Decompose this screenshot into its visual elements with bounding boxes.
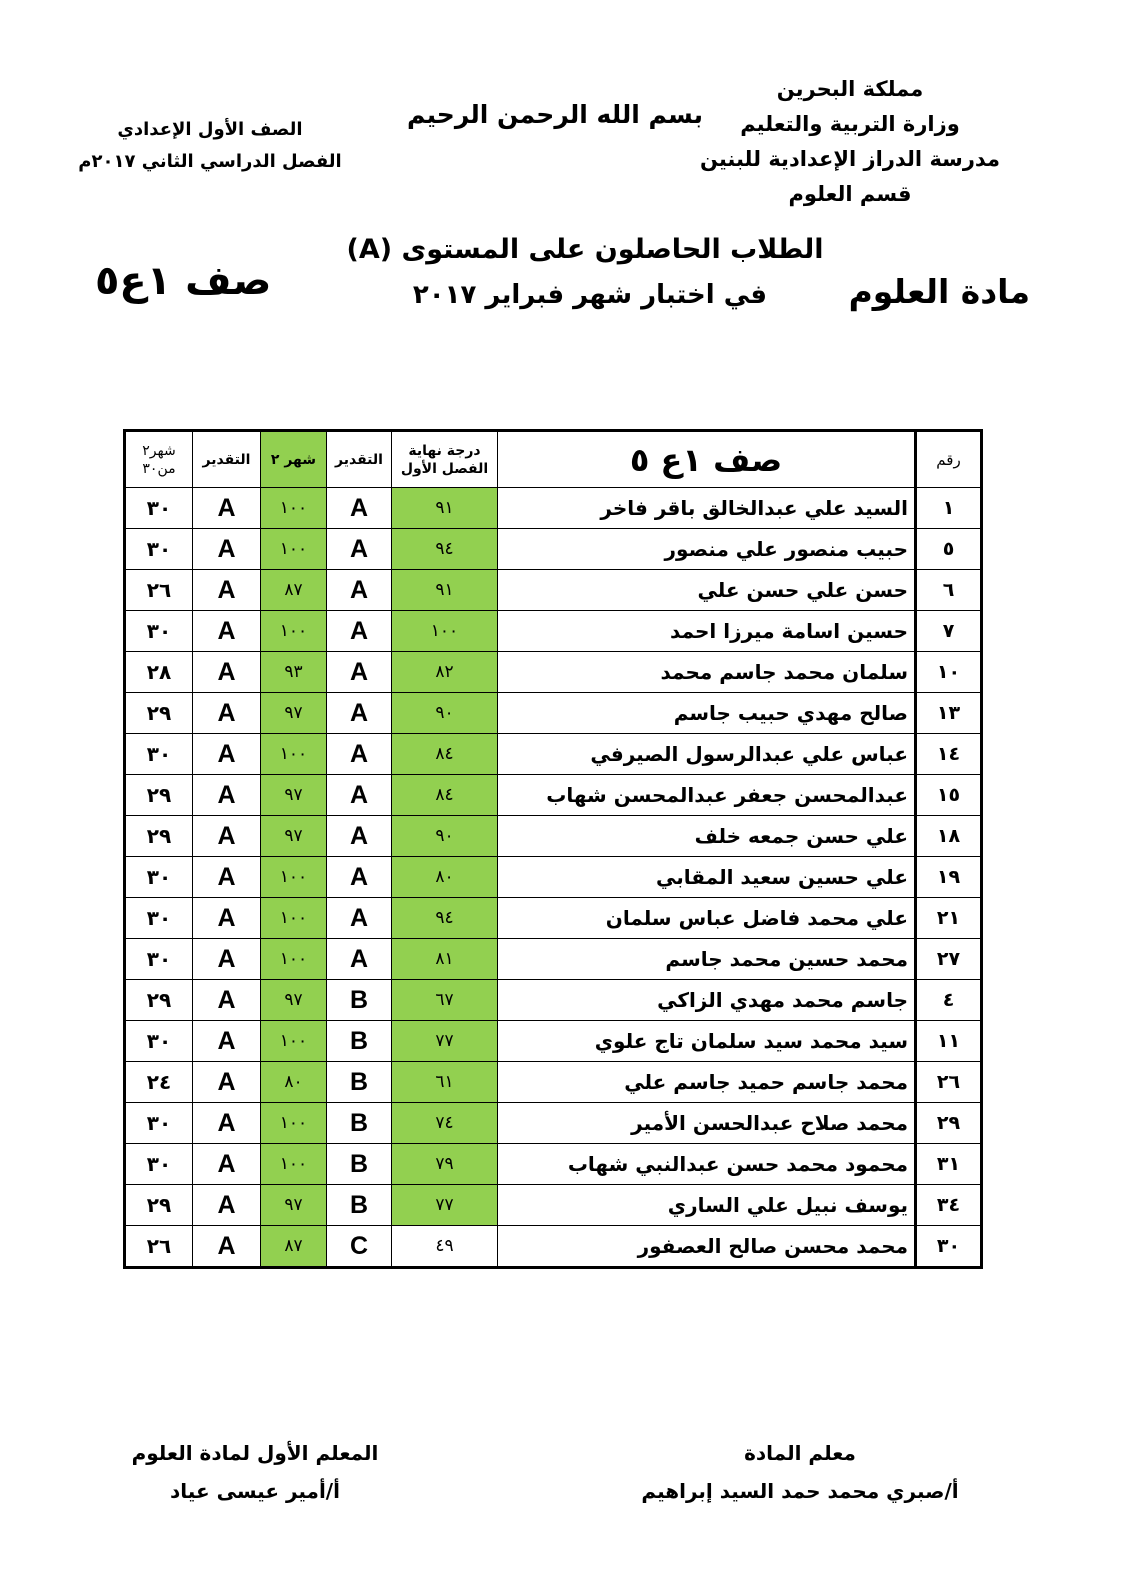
cell-semester-final: ٦٧ [392, 980, 498, 1021]
ministry-name: وزارة التربية والتعليم [740, 112, 960, 136]
cell-number: ٢٦ [916, 1062, 982, 1103]
cell-number: ١٤ [916, 734, 982, 775]
cell-number: ١٠ [916, 652, 982, 693]
cell-month2: ١٠٠ [261, 939, 327, 980]
basmala: بسم الله الرحمن الرحيم [407, 100, 703, 129]
cell-semester-final: ٨٤ [392, 775, 498, 816]
semester: الفصل الدراسي الثاني ٢٠١٧م [78, 151, 342, 172]
cell-month2: ١٠٠ [261, 1103, 327, 1144]
cell-grade2: A [193, 857, 261, 898]
cell-grade2: A [193, 1103, 261, 1144]
cell-student-name: محمد صلاح عبدالحسن الأمير [498, 1103, 916, 1144]
cell-student-name: حسن علي حسن علي [498, 570, 916, 611]
header-month2: شهر ٢ [261, 431, 327, 488]
cell-month2-of30: ٢٩ [125, 980, 193, 1021]
grade-semester-block [60, 114, 360, 178]
subject-teacher-title: معلم المادة [744, 1441, 856, 1465]
cell-grade2: A [193, 939, 261, 980]
table-row [125, 1062, 982, 1103]
table-row [125, 1021, 982, 1062]
cell-number: ٢٩ [916, 1103, 982, 1144]
cell-grade2: A [193, 816, 261, 857]
cell-semester-final: ٨٠ [392, 857, 498, 898]
report-title-line1: الطلاب الحاصلون على المستوى (A) [346, 234, 824, 265]
head-teacher-title: المعلم الأول لمادة العلوم [131, 1441, 379, 1465]
cell-semester-final: ٧٧ [392, 1185, 498, 1226]
cell-grade1: A [327, 898, 392, 939]
cell-number: ٣٤ [916, 1185, 982, 1226]
cell-month2: ١٠٠ [261, 898, 327, 939]
cell-grade2: A [193, 1185, 261, 1226]
cell-month2-of30: ٣٠ [125, 1103, 193, 1144]
cell-grade1: B [327, 980, 392, 1021]
cell-semester-final: ١٠٠ [392, 611, 498, 652]
cell-month2-of30: ٣٠ [125, 857, 193, 898]
students-table [123, 429, 983, 1269]
cell-grade2: A [193, 1021, 261, 1062]
cell-month2: ٩٧ [261, 816, 327, 857]
cell-grade2: A [193, 488, 261, 529]
cell-number: ٦ [916, 570, 982, 611]
cell-grade1: B [327, 1144, 392, 1185]
cell-month2: ٩٧ [261, 980, 327, 1021]
cell-month2-of30: ٣٠ [125, 529, 193, 570]
cell-number: ٥ [916, 529, 982, 570]
cell-student-name: يوسف نبيل علي الساري [498, 1185, 916, 1226]
cell-semester-final: ٩١ [392, 488, 498, 529]
cell-month2-of30: ٢٩ [125, 693, 193, 734]
subject-teacher-name: أ/صبري محمد حمد السيد إبراهيم [641, 1479, 959, 1503]
table-row [125, 652, 982, 693]
cell-month2-of30: ٣٠ [125, 611, 193, 652]
cell-month2: ٨٠ [261, 1062, 327, 1103]
table-header-row [125, 431, 982, 488]
cell-student-name: حسين اسامة ميرزا احمد [498, 611, 916, 652]
table-row [125, 693, 982, 734]
cell-semester-final: ٧٩ [392, 1144, 498, 1185]
cell-month2: ٨٧ [261, 1226, 327, 1268]
cell-semester-final: ٩٠ [392, 693, 498, 734]
cell-number: ٢١ [916, 898, 982, 939]
cell-month2-of30: ٢٦ [125, 1226, 193, 1268]
cell-semester-final: ٨٢ [392, 652, 498, 693]
cell-number: ٣٠ [916, 1226, 982, 1268]
cell-student-name: محمد جاسم حميد جاسم علي [498, 1062, 916, 1103]
cell-month2-of30: ٣٠ [125, 898, 193, 939]
cell-number: ٢٧ [916, 939, 982, 980]
cell-number: ٧ [916, 611, 982, 652]
cell-grade1: A [327, 939, 392, 980]
cell-number: ٣١ [916, 1144, 982, 1185]
subject-teacher-signature [630, 1434, 970, 1510]
cell-semester-final: ٩٤ [392, 898, 498, 939]
cell-grade1: A [327, 488, 392, 529]
table-row [125, 980, 982, 1021]
table-row [125, 857, 982, 898]
cell-student-name: محمود محمد حسن عبدالنبي شهاب [498, 1144, 916, 1185]
cell-semester-final: ٨١ [392, 939, 498, 980]
cell-grade1: A [327, 775, 392, 816]
table-row [125, 1103, 982, 1144]
cell-month2-of30: ٢٩ [125, 1185, 193, 1226]
cell-grade1: C [327, 1226, 392, 1268]
cell-student-name: عباس علي عبدالرسول الصيرفي [498, 734, 916, 775]
header-semester-final: درجة نهاية الفصل الأول [392, 431, 498, 488]
cell-semester-final: ٤٩ [392, 1226, 498, 1268]
cell-month2-of30: ٢٨ [125, 652, 193, 693]
header-grade1: التقدير [327, 431, 392, 488]
cell-month2-of30: ٢٤ [125, 1062, 193, 1103]
table-row [125, 1185, 982, 1226]
cell-student-name: السيد علي عبدالخالق باقر فاخر [498, 488, 916, 529]
cell-student-name: علي حسين سعيد المقابي [498, 857, 916, 898]
header-grade2: التقدير [193, 431, 261, 488]
cell-grade2: A [193, 529, 261, 570]
cell-grade1: B [327, 1103, 392, 1144]
cell-grade2: A [193, 775, 261, 816]
subject-title: مادة العلوم [848, 272, 1030, 311]
cell-month2: ١٠٠ [261, 611, 327, 652]
institution-header [685, 72, 1015, 212]
head-teacher-name: أ/أمير عيسى عياد [170, 1479, 340, 1503]
cell-student-name: سلمان محمد جاسم محمد [498, 652, 916, 693]
cell-grade2: A [193, 611, 261, 652]
cell-student-name: سيد محمد سيد سلمان تاج علوي [498, 1021, 916, 1062]
report-title-line2: في اختبار شهر فبراير ٢٠١٧ [412, 280, 768, 310]
cell-student-name: حبيب منصور علي منصور [498, 529, 916, 570]
cell-month2-of30: ٣٠ [125, 734, 193, 775]
cell-number: ٤ [916, 980, 982, 1021]
cell-grade2: A [193, 898, 261, 939]
cell-month2: ١٠٠ [261, 1144, 327, 1185]
cell-month2: ١٠٠ [261, 1021, 327, 1062]
table-row [125, 529, 982, 570]
cell-grade1: B [327, 1021, 392, 1062]
cell-semester-final: ٦١ [392, 1062, 498, 1103]
cell-month2-of30: ٢٩ [125, 816, 193, 857]
cell-month2: ٩٧ [261, 775, 327, 816]
cell-semester-final: ٧٤ [392, 1103, 498, 1144]
cell-student-name: علي حسن جمعه خلف [498, 816, 916, 857]
cell-month2-of30: ٣٠ [125, 939, 193, 980]
cell-grade2: A [193, 1226, 261, 1268]
cell-month2: ٩٣ [261, 652, 327, 693]
class-label: صف ١ع٥ [95, 258, 272, 304]
cell-grade1: B [327, 1185, 392, 1226]
cell-number: ١٥ [916, 775, 982, 816]
cell-grade1: A [327, 734, 392, 775]
cell-grade1: A [327, 652, 392, 693]
table-row [125, 611, 982, 652]
cell-grade1: A [327, 857, 392, 898]
cell-grade1: A [327, 816, 392, 857]
cell-month2: ١٠٠ [261, 734, 327, 775]
cell-grade1: A [327, 529, 392, 570]
header-number: رقم [916, 431, 982, 488]
cell-student-name: محمد حسين محمد جاسم [498, 939, 916, 980]
table-row [125, 939, 982, 980]
table-row [125, 898, 982, 939]
cell-number: ١٣ [916, 693, 982, 734]
cell-month2-of30: ٢٩ [125, 775, 193, 816]
cell-month2: ١٠٠ [261, 529, 327, 570]
cell-student-name: محمد محسن صالح العصفور [498, 1226, 916, 1268]
head-teacher-signature [110, 1434, 400, 1510]
grade-level: الصف الأول الإعدادي [117, 119, 303, 140]
table-row [125, 816, 982, 857]
cell-grade2: A [193, 570, 261, 611]
cell-grade2: A [193, 1062, 261, 1103]
cell-grade2: A [193, 693, 261, 734]
cell-month2-of30: ٣٠ [125, 1021, 193, 1062]
cell-month2: ١٠٠ [261, 857, 327, 898]
cell-month2-of30: ٣٠ [125, 488, 193, 529]
cell-month2-of30: ٣٠ [125, 1144, 193, 1185]
cell-number: ١٨ [916, 816, 982, 857]
table-row [125, 775, 982, 816]
table-row [125, 488, 982, 529]
cell-number: ١٩ [916, 857, 982, 898]
cell-semester-final: ٩١ [392, 570, 498, 611]
header-class: صف ١ع ٥ [498, 431, 916, 488]
cell-semester-final: ٩٤ [392, 529, 498, 570]
cell-student-name: علي محمد فاضل عباس سلمان [498, 898, 916, 939]
cell-student-name: جاسم محمد مهدي الزاكي [498, 980, 916, 1021]
cell-grade2: A [193, 1144, 261, 1185]
cell-semester-final: ٨٤ [392, 734, 498, 775]
cell-month2-of30: ٢٦ [125, 570, 193, 611]
table-row [125, 1226, 982, 1268]
cell-month2: ٩٧ [261, 693, 327, 734]
cell-number: ١١ [916, 1021, 982, 1062]
cell-student-name: صالح مهدي حبيب جاسم [498, 693, 916, 734]
cell-grade2: A [193, 734, 261, 775]
cell-month2: ١٠٠ [261, 488, 327, 529]
table-row [125, 570, 982, 611]
cell-grade1: A [327, 611, 392, 652]
table-row [125, 734, 982, 775]
department-name: قسم العلوم [788, 182, 912, 206]
school-name: مدرسة الدراز الإعدادية للبنين [699, 147, 1001, 171]
kingdom-name: مملكة البحرين [776, 77, 924, 101]
cell-grade2: A [193, 652, 261, 693]
cell-grade1: B [327, 1062, 392, 1103]
table-row [125, 1144, 982, 1185]
cell-semester-final: ٩٠ [392, 816, 498, 857]
cell-semester-final: ٧٧ [392, 1021, 498, 1062]
header-month2-of30: شهر٢ من٣٠ [125, 431, 193, 488]
cell-number: ١ [916, 488, 982, 529]
cell-month2: ٩٧ [261, 1185, 327, 1226]
cell-grade1: A [327, 693, 392, 734]
cell-month2: ٨٧ [261, 570, 327, 611]
cell-grade1: A [327, 570, 392, 611]
cell-student-name: عبدالمحسن جعفر عبدالمحسن شهاب [498, 775, 916, 816]
cell-grade2: A [193, 980, 261, 1021]
